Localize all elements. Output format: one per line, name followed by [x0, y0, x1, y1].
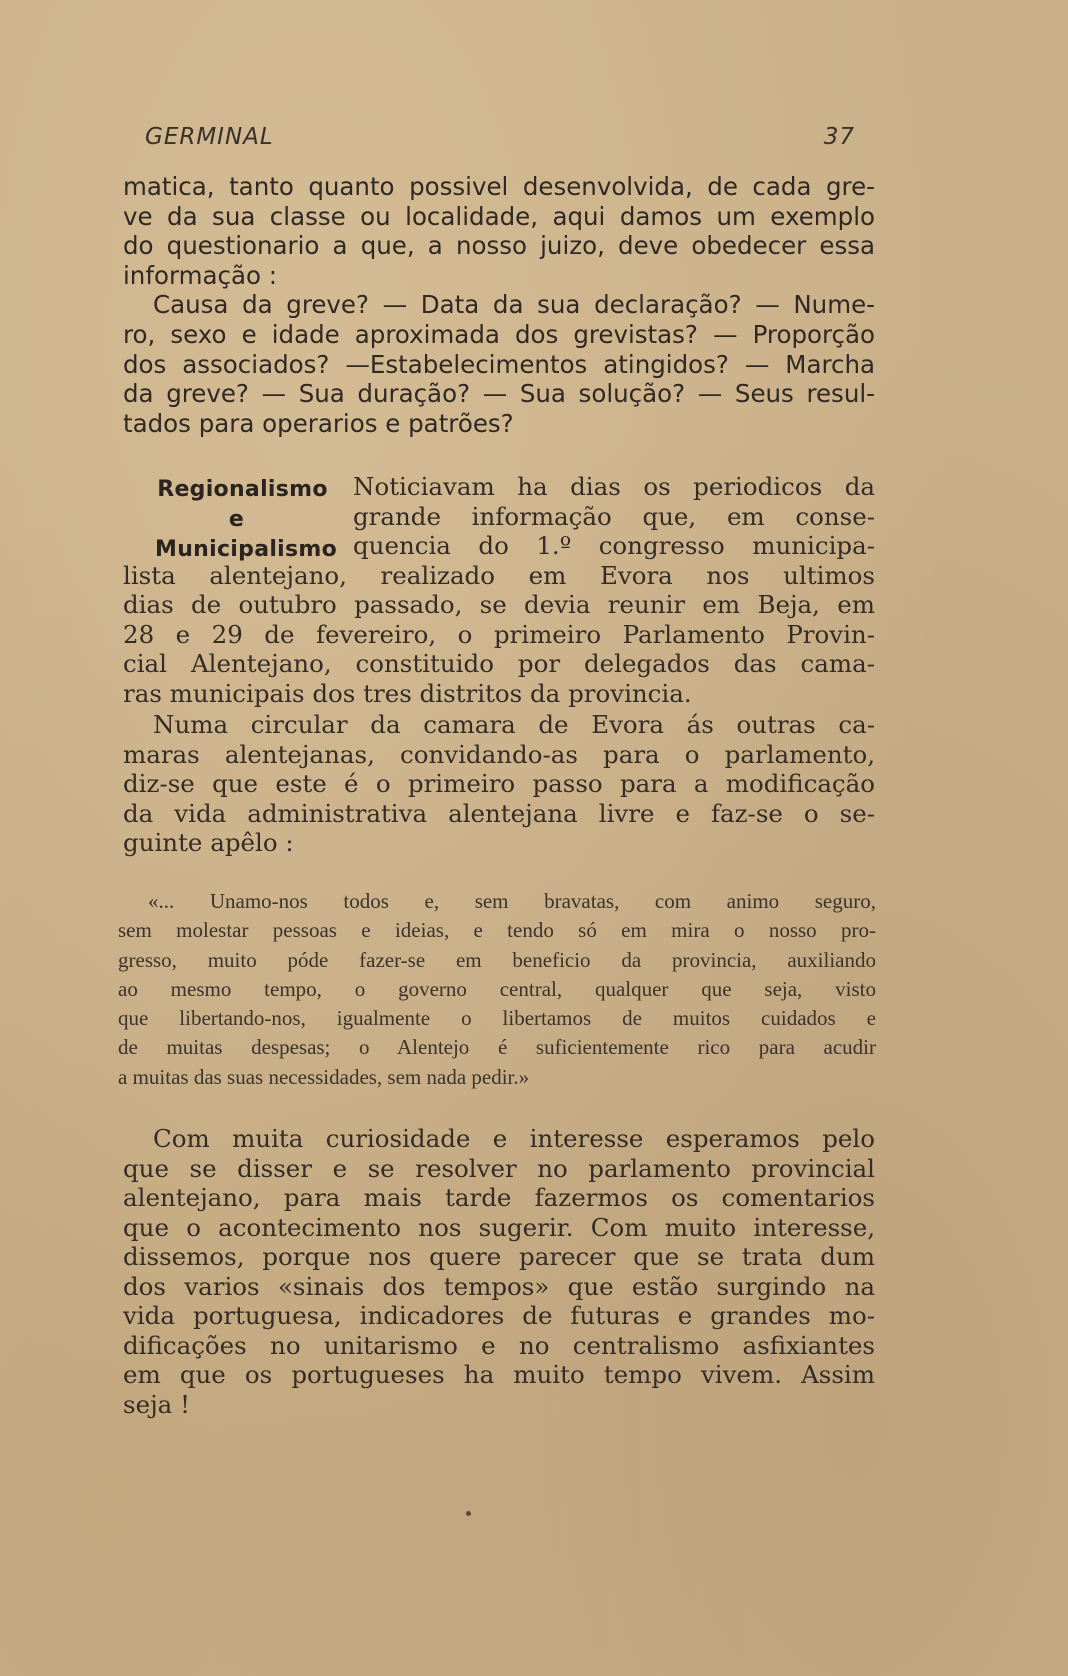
quoted-appeal: [118, 887, 876, 1092]
text-line: matica, tanto quanto possivel desenvolvida, de cada gre-: [123, 172, 875, 201]
text-line: ve da sua classe ou localidade, aqui damos um exemplo: [123, 201, 875, 231]
text-line: do questionario a que, a nosso juizo, deve obedecer essa: [123, 231, 875, 261]
text-line: tados para operarios e patrões?: [123, 408, 514, 438]
text-line: quencia do 1.º congresso municipa-: [353, 531, 875, 560]
text-line: que libertando-nos, igualmente o libertamos de muitos cuidados e: [118, 1006, 876, 1031]
sidenote-line: Regionalismo: [157, 477, 328, 502]
text-line: cial Alentejano, constituido por delegados das cama-: [123, 649, 875, 678]
text-line: ao mesmo tempo, o governo central, qualquer que seja, visto: [118, 976, 876, 1001]
text-line: ras municipais dos tres distritos da provincia.: [123, 678, 692, 708]
page-number: 37: [823, 124, 855, 150]
text-line: que se disser e se resolver no parlamento provincial: [123, 1153, 875, 1183]
running-title: GERMINAL: [145, 124, 274, 150]
paragraph-parliament-news: [123, 472, 875, 708]
text-line: ro, sexo e idade aproximada dos grevistas? — Proporção: [123, 319, 875, 349]
text-line: maras alentejanas, convidando-as para o parlamento,: [123, 739, 875, 769]
text-line: seja !: [123, 1389, 190, 1419]
text-line: que o acontecimento nos sugerir. Com muito interesse,: [123, 1212, 875, 1242]
text-line: de muitas despesas; o Alentejo é suficientemente rico para acudir: [118, 1035, 876, 1060]
text-line: 28 e 29 de fevereiro, o primeiro Parlamento Provin-: [123, 619, 875, 649]
text-line: da vida administrativa alentejana livre e faz-se o se-: [123, 798, 875, 828]
text-line: gresso, muito póde fazer-se em beneficio da provincia, auxiliando: [118, 947, 876, 972]
sidenote-line: Municipalismo: [155, 537, 338, 562]
paragraph-questionnaire: [123, 172, 875, 438]
text-line: dissemos, porque nos quere parecer que se trata dum: [123, 1242, 875, 1271]
text-line: «... Unamo-nos todos e, sem bravatas, com animo seguro,: [148, 889, 876, 913]
text-line: dos associados? —Estabelecimentos atingidos? — Marcha: [123, 349, 875, 379]
text-line: vida portuguesa, indicadores de futuras e grandes mo-: [123, 1301, 875, 1330]
text-line: dos varios «sinais dos tempos» que estão surgindo na: [123, 1271, 875, 1301]
paragraph-circular: [123, 710, 875, 858]
text-line: da greve? — Sua duração? — Sua solução? — Seus resul-: [123, 379, 875, 409]
text-line: dificações no unitarismo e no centralismo asfixiantes: [123, 1330, 875, 1360]
text-line: Causa da greve? — Data da sua declaração? — Nume-: [153, 290, 875, 320]
text-line: informação :: [123, 260, 277, 290]
ink-speck: [466, 1511, 471, 1516]
text-line: grande informação que, em conse-: [353, 501, 875, 531]
text-line: a muitas das suas necessidades, sem nada pedir.»: [118, 1064, 530, 1089]
text-line: Com muita curiosidade e interesse esperamos pelo: [153, 1124, 875, 1153]
text-line: Numa circular da camara de Evora ás outras ca-: [153, 710, 875, 739]
text-line: em que os portugueses ha muito tempo vivem. Assim: [123, 1360, 875, 1389]
text-line: diz-se que este é o primeiro passo para a modificação: [123, 769, 875, 798]
text-line: guinte apêlo :: [123, 828, 294, 857]
text-line: lista alentejano, realizado em Evora nos ultimos: [123, 560, 875, 590]
sidenote-line: e: [228, 507, 245, 532]
text-line: sem molestar pessoas e ideias, e tendo só em mira o nosso pro-: [118, 918, 876, 943]
text-line: alentejano, para mais tarde fazermos os comentarios: [123, 1183, 875, 1212]
running-header: [145, 124, 855, 158]
text-line: Noticiavam ha dias os periodicos da: [353, 472, 875, 501]
text-line: dias de outubro passado, se devia reunir em Beja, em: [123, 590, 875, 619]
paragraph-commentary: [123, 1124, 875, 1419]
